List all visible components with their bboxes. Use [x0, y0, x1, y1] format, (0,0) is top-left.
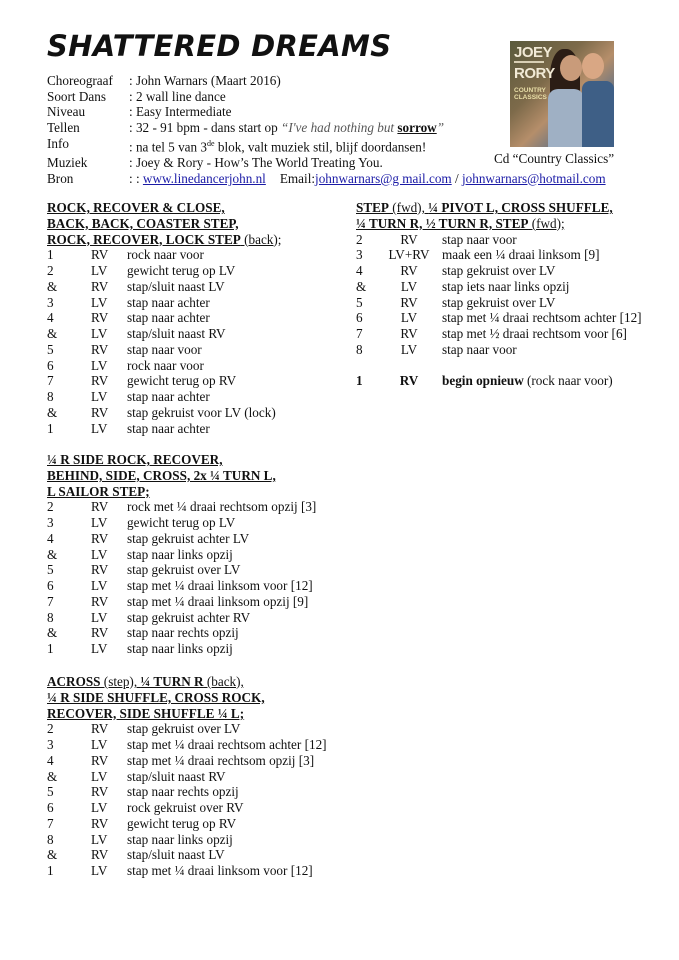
step-row	[47, 310, 281, 326]
step-row	[47, 847, 327, 863]
cover-text: RORY	[514, 65, 555, 82]
step-count: 6	[356, 310, 363, 326]
cover-divider	[514, 61, 544, 63]
step-row	[47, 625, 316, 641]
step-count: &	[47, 768, 58, 784]
step-count: &	[47, 404, 58, 420]
step-row	[47, 247, 281, 263]
step-description: stap gekruist achter RV	[127, 609, 251, 625]
section-1	[47, 200, 281, 436]
cover-figure	[582, 81, 614, 147]
step-description: stap met ¼ draai rechtsom opzij [3]	[127, 752, 315, 768]
section-title-text: STEP	[356, 200, 389, 215]
step-description: gewicht terug op RV	[127, 373, 237, 389]
step-foot: LV	[91, 546, 108, 562]
step-count: 4	[47, 310, 54, 326]
section-title-suffix: (back);	[240, 231, 282, 247]
step-description: rock naar voor	[127, 357, 204, 373]
step-count: &	[47, 546, 58, 562]
step-description: stap/sluit naast LV	[127, 847, 225, 863]
step-row	[47, 499, 316, 515]
step-row	[356, 326, 642, 342]
section-title: BACK, BACK, COASTER STEP,	[47, 215, 239, 231]
step-count: 3	[47, 737, 54, 752]
step-count: 6	[47, 357, 54, 373]
step-description: gewicht terug op LV	[127, 263, 236, 278]
step-row	[47, 863, 327, 879]
spacer	[356, 358, 642, 374]
step-count: 1	[47, 420, 54, 436]
step-row	[47, 263, 281, 279]
step-description: stap naar voor	[127, 341, 202, 357]
step-count: 7	[47, 815, 54, 831]
step-description: stap gekruist over LV	[442, 263, 556, 278]
section-3	[47, 674, 327, 879]
meta-label: Soort Dans	[47, 88, 106, 104]
step-description: stap met ¼ draai linksom voor [12]	[127, 863, 313, 878]
section-title-text: (fwd);	[528, 215, 565, 231]
section-4	[356, 200, 642, 389]
step-count: 4	[47, 530, 54, 546]
step-row	[47, 753, 327, 769]
section-title	[356, 200, 642, 216]
step-description: stap/sluit naast LV	[127, 278, 225, 294]
step-foot: RV	[400, 294, 418, 310]
step-count: 5	[47, 562, 54, 578]
step-row	[47, 594, 316, 610]
step-count: &	[47, 625, 58, 641]
step-row	[356, 279, 642, 295]
step-foot: LV	[91, 515, 108, 530]
email-separator: /	[451, 170, 462, 186]
step-foot: LV	[400, 278, 418, 294]
step-row	[356, 263, 642, 279]
step-description: stap iets naar links opzij	[442, 278, 570, 294]
step-count: 4	[47, 752, 54, 768]
section-title: RECOVER, SIDE SHUFFLE ¼ L;	[47, 705, 245, 721]
meta-label: Choreograaf	[47, 73, 113, 88]
step-count: 3	[47, 294, 54, 310]
step-count: 5	[47, 784, 54, 800]
restart-step	[356, 373, 642, 389]
section-title: ¼ R SIDE ROCK, RECOVER,	[47, 452, 223, 467]
meta-label: Tellen	[47, 120, 80, 136]
step-description: stap gekruist over LV	[127, 721, 241, 737]
source-prefix: : :	[129, 170, 143, 186]
section-title	[356, 216, 642, 232]
step-count: 7	[356, 326, 363, 341]
step-description: stap naar voor	[442, 341, 517, 357]
cover-text: JOEY	[514, 44, 553, 61]
meta-label: Info	[47, 135, 69, 151]
meta-label: Niveau	[47, 104, 86, 120]
step-description: stap gekruist voor LV (lock)	[127, 404, 276, 420]
step-description: stap met ¼ draai linksom voor [12]	[127, 578, 313, 593]
step-foot: RV	[91, 784, 109, 800]
step-foot: RV	[400, 326, 418, 341]
meta-value: : 2 wall line dance	[129, 88, 226, 104]
step-row	[356, 232, 642, 248]
section-title: ROCK, RECOVER & CLOSE,	[47, 200, 225, 215]
step-foot: LV	[400, 310, 418, 326]
step-count: &	[47, 278, 58, 294]
meta-label: Bron	[47, 170, 74, 186]
step-count: 1	[356, 373, 363, 389]
section-title	[47, 674, 327, 690]
step-row	[47, 405, 281, 421]
step-row	[47, 373, 281, 389]
step-description: stap/sluit naast RV	[127, 326, 226, 341]
step-foot: RV	[400, 263, 418, 278]
meta-value	[129, 171, 606, 187]
step-description: stap naar achter	[127, 389, 210, 404]
lyric-start-word: sorrow	[397, 120, 437, 136]
email-label: Email:	[279, 170, 316, 186]
step-row	[47, 279, 281, 295]
step-description	[436, 373, 613, 389]
step-count: 7	[47, 373, 54, 389]
lyric-text: “I've had nothing but	[281, 120, 398, 136]
step-count: &	[47, 847, 58, 863]
section-title: L SAILOR STEP;	[47, 483, 150, 499]
step-description: stap gekruist over LV	[442, 294, 556, 310]
section-title-text: (step),	[100, 674, 141, 689]
counts-text: : 32 - 91 bpm - dans start op	[129, 120, 282, 136]
step-count: 8	[356, 341, 363, 357]
step-description: rock met ¼ draai rechtsom opzij [3]	[127, 499, 317, 515]
step-description: gewicht terug op RV	[127, 815, 237, 831]
step-description: rock naar voor	[127, 247, 204, 263]
restart-label: begin opnieuw	[442, 373, 524, 389]
meta-value	[129, 120, 444, 136]
step-foot: LV	[91, 609, 108, 625]
step-count: 8	[47, 609, 54, 625]
step-row	[356, 342, 642, 358]
step-description: stap naar achter	[127, 420, 210, 436]
step-foot: LV+RV	[388, 247, 430, 263]
step-count: 2	[47, 263, 54, 278]
step-foot: RV	[91, 847, 109, 863]
step-foot: RV	[91, 499, 109, 515]
step-foot: RV	[91, 752, 109, 768]
section-title-text: ¼ TURN R, ½ TURN R, STEP	[356, 215, 529, 231]
meta-source	[47, 171, 606, 187]
step-count: 6	[47, 578, 54, 593]
section-title: BEHIND, SIDE, CROSS, 2x ¼ TURN L,	[47, 467, 276, 483]
step-count: 3	[47, 515, 54, 530]
step-count: 1	[47, 247, 54, 263]
cover-figure	[582, 53, 604, 79]
section-title-text: ROCK, RECOVER, LOCK STEP	[47, 231, 241, 247]
step-count: 5	[47, 341, 54, 357]
step-row	[47, 531, 316, 547]
step-count: 8	[47, 389, 54, 404]
section-title: ¼ R SIDE SHUFFLE, CROSS ROCK,	[47, 689, 265, 705]
step-description: stap naar links opzij	[127, 546, 233, 562]
step-foot: LV	[91, 578, 108, 593]
step-row	[47, 816, 327, 832]
step-row	[47, 721, 327, 737]
step-description: stap naar achter	[127, 310, 210, 326]
step-foot: LV	[91, 357, 108, 373]
step-description: stap met ¼ draai rechtsom achter [12]	[127, 737, 327, 752]
step-list	[47, 499, 316, 657]
album-cover-image	[510, 41, 614, 147]
step-foot: LV	[91, 737, 108, 752]
meta-value	[129, 136, 426, 155]
step-description: stap naar links opzij	[127, 641, 233, 656]
step-description: stap gekruist achter LV	[127, 530, 250, 546]
step-foot: RV	[91, 625, 109, 641]
section-title	[47, 232, 281, 248]
step-row	[47, 547, 316, 563]
step-list	[47, 247, 281, 436]
step-count: 3	[356, 247, 363, 263]
section-title-text: ¼ TURN R	[140, 674, 204, 689]
step-foot: LV	[91, 800, 108, 815]
step-count: 2	[47, 721, 54, 737]
email-link-hotmail[interactable]: johnwarnars@hotmail.com	[461, 170, 606, 186]
info-text-rest: blok, valt muziek stil, blijf doordansen!	[214, 139, 427, 155]
step-description: stap gekruist over LV	[127, 562, 241, 578]
step-count: 8	[47, 831, 54, 847]
step-count: 2	[356, 231, 363, 247]
step-count: &	[47, 326, 58, 341]
step-row	[47, 421, 281, 437]
step-row	[356, 247, 642, 263]
step-description: maak een ¼ draai linksom [9]	[442, 247, 600, 263]
info-superscript: de	[207, 138, 215, 148]
lyric-close-quote: ”	[436, 120, 445, 136]
email-link-gmail[interactable]: johnwarnars@g mail.com	[315, 170, 452, 186]
step-foot: RV	[91, 721, 109, 737]
step-row	[47, 326, 281, 342]
step-row	[356, 295, 642, 311]
step-row	[47, 562, 316, 578]
step-count: 5	[356, 294, 363, 310]
step-description: stap naar achter	[127, 294, 210, 310]
step-foot: LV	[91, 863, 108, 878]
step-count: &	[356, 278, 367, 294]
step-foot: LV	[91, 420, 108, 436]
step-description: stap met ½ draai rechtsom voor [6]	[442, 326, 627, 341]
step-row	[356, 310, 642, 326]
info-text: : na tel 5 van 3	[129, 139, 208, 155]
step-foot: LV	[91, 263, 108, 278]
step-foot: LV	[91, 768, 108, 784]
step-description: stap naar rechts opzij	[127, 625, 239, 641]
step-row	[47, 769, 327, 785]
step-foot: RV	[91, 815, 109, 831]
step-foot: RV	[91, 247, 109, 263]
cover-figure	[548, 89, 584, 147]
step-foot: RV	[91, 373, 109, 389]
section-title-text: (back),	[203, 674, 244, 689]
step-row	[47, 342, 281, 358]
step-foot: RV	[91, 530, 109, 546]
step-row	[47, 578, 316, 594]
step-foot: LV	[91, 389, 108, 404]
step-foot: RV	[91, 341, 109, 357]
step-description: stap naar links opzij	[127, 831, 233, 847]
step-row	[47, 610, 316, 626]
step-description: stap met ¼ draai linksom opzij [9]	[127, 593, 309, 609]
cover-text-line: CLASSICS	[514, 94, 547, 101]
step-foot: RV	[91, 278, 109, 294]
step-foot: RV	[91, 404, 109, 420]
step-count: 6	[47, 800, 54, 815]
cover-text-line: COUNTRY	[514, 87, 546, 94]
step-foot: LV	[91, 831, 108, 847]
cd-title: Cd “Country Classics”	[494, 151, 615, 166]
section-2	[47, 452, 316, 657]
step-foot: LV	[400, 341, 418, 357]
start-lyric	[281, 120, 444, 135]
cover-text	[514, 87, 547, 101]
section-title-text: ¼ PIVOT L, CROSS SHUFFLE,	[428, 200, 613, 215]
step-count: 2	[47, 499, 54, 515]
step-row	[47, 389, 281, 405]
step-description: gewicht terug op LV	[127, 515, 236, 530]
step-description: stap met ¼ draai rechtsom achter [12]	[442, 310, 642, 326]
step-foot: LV	[91, 326, 108, 341]
step-foot: LV	[91, 294, 108, 310]
meta-label: Muziek	[47, 154, 88, 170]
step-list	[356, 232, 642, 358]
step-count: 1	[47, 863, 54, 878]
section-title-text: ACROSS	[47, 674, 101, 689]
step-row	[47, 358, 281, 374]
step-count: 7	[47, 593, 54, 609]
step-description: stap/sluit naast RV	[127, 768, 226, 784]
step-description: stap naar rechts opzij	[127, 784, 239, 800]
step-row	[47, 784, 327, 800]
step-foot: RV	[91, 310, 109, 326]
meta-value: : Easy Intermediate	[129, 104, 232, 120]
step-description: stap naar voor	[442, 231, 517, 247]
step-count: 1	[47, 641, 54, 656]
step-foot: RV	[400, 231, 418, 247]
meta-value: : Joey & Rory - How’s The World Treating You.	[129, 154, 383, 170]
step-foot: RV	[91, 593, 109, 609]
website-link[interactable]: www.linedancerjohn.nl	[142, 170, 266, 186]
cover-figure	[560, 55, 582, 81]
step-foot: RV	[91, 562, 109, 578]
step-row	[47, 641, 316, 657]
step-row	[47, 832, 327, 848]
step-list	[47, 721, 327, 879]
step-count: 4	[356, 263, 363, 278]
step-row	[47, 737, 327, 753]
step-row	[47, 515, 316, 531]
meta-value: : John Warnars (Maart 2016)	[129, 73, 281, 88]
restart-note: (rock naar voor)	[523, 373, 613, 389]
dance-title: SHATTERED DREAMS	[47, 29, 392, 63]
step-foot: LV	[91, 641, 108, 656]
step-row	[47, 800, 327, 816]
step-foot: RV	[399, 373, 419, 389]
step-row	[47, 295, 281, 311]
step-description: rock gekruist over RV	[127, 800, 244, 815]
section-title-text: (fwd),	[388, 200, 429, 215]
